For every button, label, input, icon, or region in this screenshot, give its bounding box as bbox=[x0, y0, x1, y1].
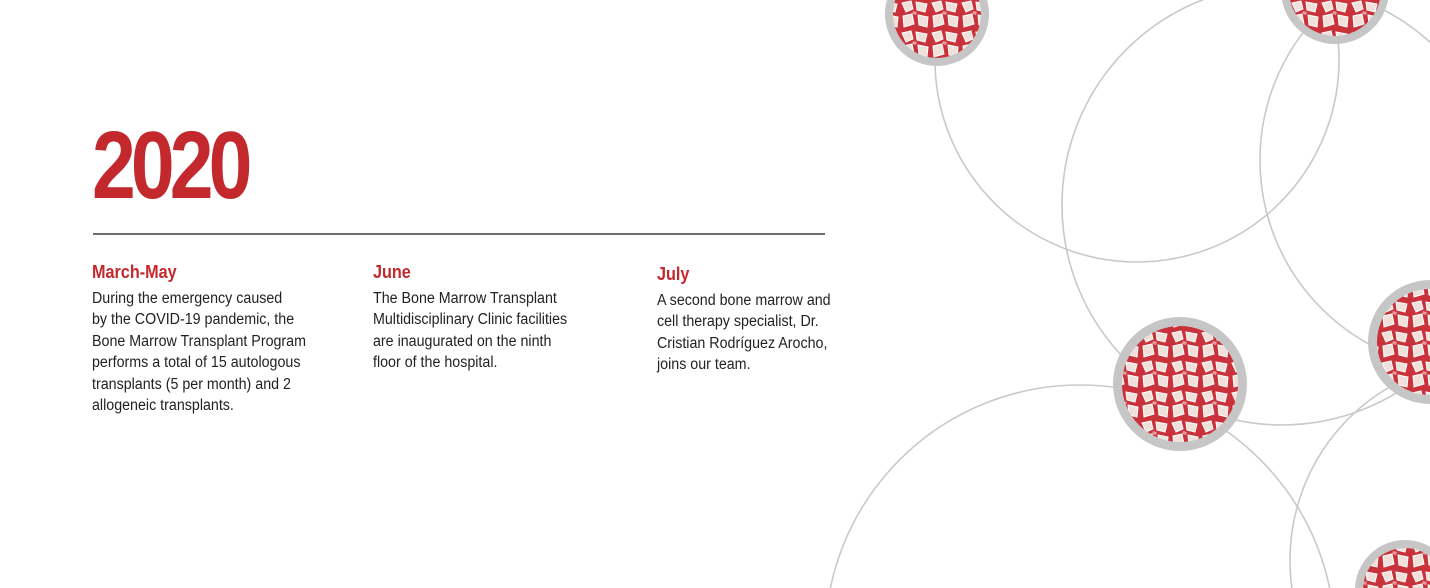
entry-heading: July bbox=[657, 264, 690, 284]
entry-heading: March-May bbox=[92, 262, 177, 282]
entry-line: Multidisciplinary Clinic facilities bbox=[373, 311, 568, 329]
bone-marrow-illustration bbox=[780, 0, 1430, 588]
year-title: 2020 bbox=[92, 112, 248, 219]
entry-heading: June bbox=[373, 262, 411, 282]
marrow-cell bbox=[885, 0, 989, 66]
entry-line: joins our team. bbox=[657, 356, 751, 374]
entry-line: performs a total of 15 autologous bbox=[92, 354, 301, 372]
entry-line: by the COVID-19 pandemic, the bbox=[92, 311, 295, 329]
entry-line: During the emergency caused bbox=[92, 290, 283, 307]
timeline-entry-march-may bbox=[92, 261, 342, 416]
marrow-cell bbox=[1281, 0, 1389, 44]
marrow-cell bbox=[1368, 280, 1430, 404]
entry-line: Bone Marrow Transplant Program bbox=[92, 332, 307, 350]
marrow-cell bbox=[1113, 317, 1247, 451]
connector-rings bbox=[825, 0, 1430, 588]
entry-line: are inaugurated on the ninth bbox=[373, 332, 552, 350]
timeline-entry-june bbox=[373, 261, 623, 374]
marrow-cell bbox=[1355, 540, 1430, 588]
entry-line: The Bone Marrow Transplant bbox=[373, 290, 557, 307]
divider-line bbox=[93, 233, 825, 235]
entry-line: floor of the hospital. bbox=[373, 354, 498, 372]
entry-body bbox=[92, 288, 340, 416]
entry-body bbox=[373, 288, 621, 374]
entry-line: allogeneic transplants. bbox=[92, 397, 234, 415]
entry-line: transplants (5 per month) and 2 bbox=[92, 375, 291, 393]
entry-line: cell therapy specialist, Dr. bbox=[657, 313, 819, 331]
entry-line: A second bone marrow and bbox=[657, 292, 831, 309]
entry-line: Cristian Rodríguez Arocho, bbox=[657, 334, 828, 352]
connector-ring bbox=[825, 385, 1335, 588]
